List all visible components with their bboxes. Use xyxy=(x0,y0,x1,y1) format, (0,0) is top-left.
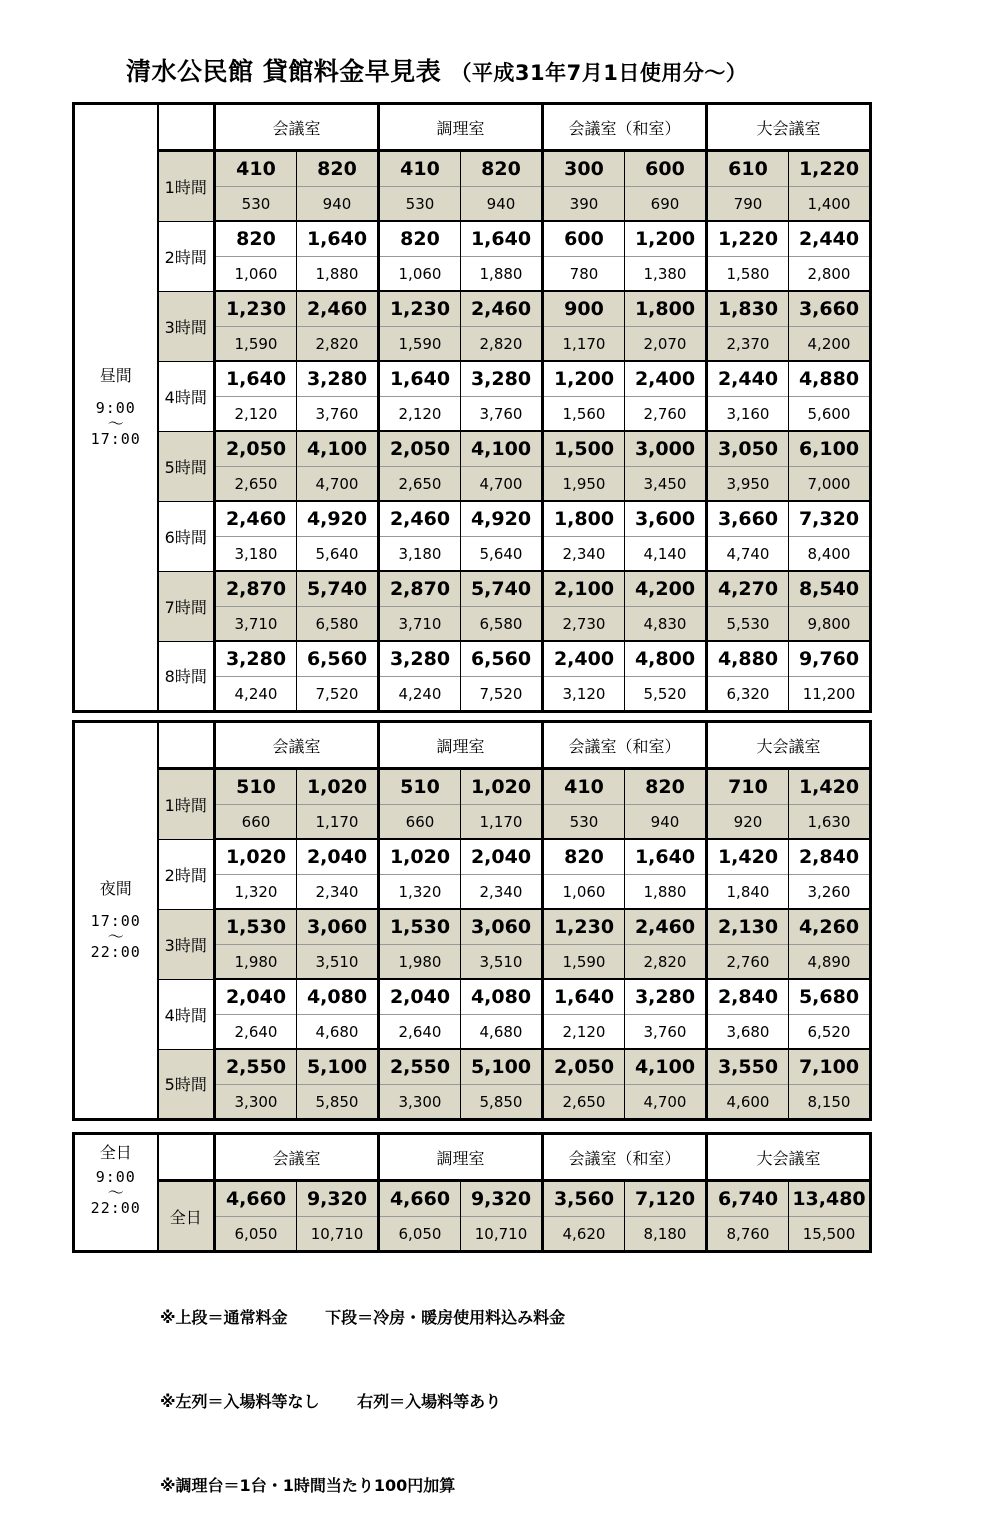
fee-normal: 3,060 xyxy=(461,909,543,945)
period-end: 17:00 xyxy=(90,430,141,448)
fee-aircon: 2,120 xyxy=(543,1015,625,1050)
header-blank xyxy=(158,104,215,151)
fee-normal: 2,460 xyxy=(625,909,707,945)
fee-aircon: 2,370 xyxy=(707,327,789,362)
fee-aircon: 2,820 xyxy=(297,327,379,362)
fee-normal: 710 xyxy=(707,769,789,805)
fee-normal: 510 xyxy=(215,769,297,805)
fee-normal: 1,420 xyxy=(707,839,789,875)
hour-label: 3時間 xyxy=(158,909,215,979)
fee-normal: 1,640 xyxy=(461,221,543,257)
fee-normal: 1,800 xyxy=(543,501,625,537)
fee-normal: 3,660 xyxy=(707,501,789,537)
hour-label: 3時間 xyxy=(158,291,215,361)
fee-table-2 xyxy=(72,1132,872,1253)
fee-aircon: 2,760 xyxy=(707,945,789,980)
fee-aircon: 1,630 xyxy=(789,805,871,840)
room-header: 会議室 xyxy=(215,1134,379,1181)
fee-aircon: 4,680 xyxy=(461,1015,543,1050)
note-line: ※上段＝通常料金 下段＝冷房・暖房使用料込み料金 xyxy=(160,1308,566,1327)
fee-normal: 2,460 xyxy=(379,501,461,537)
fee-aircon: 1,880 xyxy=(625,875,707,910)
fee-aircon: 4,890 xyxy=(789,945,871,980)
fee-aircon: 530 xyxy=(379,187,461,222)
fee-aircon: 1,320 xyxy=(379,875,461,910)
fee-normal: 2,040 xyxy=(379,979,461,1015)
fee-aircon: 1,590 xyxy=(379,327,461,362)
fee-row-upper xyxy=(74,1181,871,1217)
room-header: 調理室 xyxy=(379,722,543,769)
fee-normal: 2,040 xyxy=(461,839,543,875)
fee-aircon: 2,340 xyxy=(297,875,379,910)
fee-normal: 3,280 xyxy=(379,641,461,677)
room-header: 会議室 xyxy=(215,104,379,151)
fee-normal: 2,460 xyxy=(297,291,379,327)
header-blank xyxy=(158,1134,215,1181)
fee-aircon: 4,200 xyxy=(789,327,871,362)
fee-aircon: 1,840 xyxy=(707,875,789,910)
fee-normal: 820 xyxy=(297,151,379,187)
fee-aircon: 1,380 xyxy=(625,257,707,292)
fee-normal: 4,100 xyxy=(297,431,379,467)
note-line: ※調理台＝1台・1時間当たり100円加算 xyxy=(160,1476,456,1495)
title-sub: （平成31年7月1日使用分～） xyxy=(450,61,748,85)
fee-aircon: 4,680 xyxy=(297,1015,379,1050)
fee-normal: 300 xyxy=(543,151,625,187)
fee-normal: 8,540 xyxy=(789,571,871,607)
fee-aircon: 3,680 xyxy=(707,1015,789,1050)
fee-aircon: 4,620 xyxy=(543,1217,625,1252)
fee-aircon: 15,500 xyxy=(789,1217,871,1252)
fee-aircon: 2,340 xyxy=(543,537,625,572)
room-header: 大会議室 xyxy=(707,104,871,151)
hour-label: 2時間 xyxy=(158,221,215,291)
fee-aircon: 4,740 xyxy=(707,537,789,572)
fee-aircon: 1,060 xyxy=(543,875,625,910)
fee-aircon: 2,760 xyxy=(625,397,707,432)
fee-normal: 1,420 xyxy=(789,769,871,805)
room-header: 会議室（和室） xyxy=(543,104,707,151)
fee-normal: 4,920 xyxy=(461,501,543,537)
fee-aircon: 3,760 xyxy=(461,397,543,432)
hour-label: 6時間 xyxy=(158,501,215,571)
page-title xyxy=(126,52,886,88)
room-header: 会議室（和室） xyxy=(543,722,707,769)
fee-aircon: 3,510 xyxy=(297,945,379,980)
fee-normal: 2,870 xyxy=(215,571,297,607)
fee-normal: 1,220 xyxy=(707,221,789,257)
fee-row-upper xyxy=(74,769,871,805)
fee-normal: 2,400 xyxy=(543,641,625,677)
fee-aircon: 6,320 xyxy=(707,677,789,712)
fee-normal: 4,880 xyxy=(789,361,871,397)
title-main: 清水公民館 貸館料金早見表 xyxy=(126,57,442,86)
fee-normal: 5,740 xyxy=(297,571,379,607)
fee-aircon: 1,060 xyxy=(215,257,297,292)
fee-normal: 4,200 xyxy=(625,571,707,607)
fee-aircon: 10,710 xyxy=(297,1217,379,1252)
fee-aircon: 1,590 xyxy=(543,945,625,980)
fee-aircon: 2,650 xyxy=(543,1085,625,1120)
fee-aircon: 8,180 xyxy=(625,1217,707,1252)
fee-normal: 4,100 xyxy=(461,431,543,467)
fee-normal: 6,100 xyxy=(789,431,871,467)
fee-normal: 820 xyxy=(215,221,297,257)
fee-aircon: 8,400 xyxy=(789,537,871,572)
fee-aircon: 7,000 xyxy=(789,467,871,502)
fee-aircon: 5,640 xyxy=(461,537,543,572)
fee-normal: 6,560 xyxy=(297,641,379,677)
fee-row-upper xyxy=(74,839,871,875)
fee-normal: 2,840 xyxy=(789,839,871,875)
fee-aircon: 2,650 xyxy=(215,467,297,502)
fee-aircon: 530 xyxy=(215,187,297,222)
fee-normal: 2,550 xyxy=(215,1049,297,1085)
fee-normal: 5,100 xyxy=(297,1049,379,1085)
header-blank xyxy=(158,722,215,769)
room-header: 調理室 xyxy=(379,1134,543,1181)
hour-label: 1時間 xyxy=(158,151,215,222)
fee-normal: 7,320 xyxy=(789,501,871,537)
period-cell xyxy=(74,1134,158,1252)
period-start: 9:00 xyxy=(95,1168,136,1186)
fee-normal: 600 xyxy=(543,221,625,257)
fee-normal: 5,740 xyxy=(461,571,543,607)
fee-normal: 820 xyxy=(461,151,543,187)
hour-label: 5時間 xyxy=(158,431,215,501)
fee-normal: 1,800 xyxy=(625,291,707,327)
fee-aircon: 940 xyxy=(625,805,707,840)
fee-aircon: 11,200 xyxy=(789,677,871,712)
fee-aircon: 10,710 xyxy=(461,1217,543,1252)
fee-normal: 2,550 xyxy=(379,1049,461,1085)
fee-aircon: 3,180 xyxy=(379,537,461,572)
fee-aircon: 3,510 xyxy=(461,945,543,980)
fee-normal: 3,060 xyxy=(297,909,379,945)
fee-aircon: 3,300 xyxy=(215,1085,297,1120)
fee-aircon: 390 xyxy=(543,187,625,222)
notes xyxy=(160,1248,565,1528)
period-start: 17:00 xyxy=(90,912,141,930)
fee-aircon: 2,340 xyxy=(461,875,543,910)
period-label: 夜間 xyxy=(99,879,132,898)
fee-aircon: 3,300 xyxy=(379,1085,461,1120)
fee-aircon: 3,760 xyxy=(297,397,379,432)
fee-normal: 1,220 xyxy=(789,151,871,187)
fee-aircon: 2,800 xyxy=(789,257,871,292)
fee-table-1 xyxy=(72,720,872,1121)
hour-label: 7時間 xyxy=(158,571,215,641)
fee-normal: 9,320 xyxy=(297,1181,379,1217)
fee-normal: 7,120 xyxy=(625,1181,707,1217)
fee-row-upper xyxy=(74,979,871,1015)
fee-aircon: 4,140 xyxy=(625,537,707,572)
fee-row-upper xyxy=(74,221,871,257)
fee-aircon: 690 xyxy=(625,187,707,222)
fee-normal: 4,660 xyxy=(379,1181,461,1217)
fee-aircon: 4,240 xyxy=(379,677,461,712)
fee-row-upper xyxy=(74,909,871,945)
fee-aircon: 9,800 xyxy=(789,607,871,642)
fee-normal: 2,440 xyxy=(707,361,789,397)
fee-normal: 3,280 xyxy=(215,641,297,677)
fee-normal: 510 xyxy=(379,769,461,805)
fee-aircon: 1,950 xyxy=(543,467,625,502)
fee-normal: 1,640 xyxy=(543,979,625,1015)
fee-normal: 1,640 xyxy=(625,839,707,875)
fee-normal: 2,870 xyxy=(379,571,461,607)
fee-aircon: 1,980 xyxy=(215,945,297,980)
fee-normal: 1,020 xyxy=(461,769,543,805)
fee-normal: 6,560 xyxy=(461,641,543,677)
fee-aircon: 3,450 xyxy=(625,467,707,502)
fee-normal: 4,920 xyxy=(297,501,379,537)
fee-normal: 1,230 xyxy=(543,909,625,945)
fee-row-upper xyxy=(74,1049,871,1085)
fee-aircon: 5,640 xyxy=(297,537,379,572)
fee-aircon: 5,520 xyxy=(625,677,707,712)
fee-normal: 9,760 xyxy=(789,641,871,677)
fee-normal: 13,480 xyxy=(789,1181,871,1217)
fee-aircon: 1,320 xyxy=(215,875,297,910)
period-tilde: ～ xyxy=(107,1183,124,1202)
fee-aircon: 920 xyxy=(707,805,789,840)
fee-normal: 3,560 xyxy=(543,1181,625,1217)
fee-normal: 2,100 xyxy=(543,571,625,607)
fee-normal: 2,040 xyxy=(215,979,297,1015)
fee-normal: 7,100 xyxy=(789,1049,871,1085)
fee-aircon: 3,120 xyxy=(543,677,625,712)
fee-normal: 1,230 xyxy=(215,291,297,327)
fee-aircon: 4,830 xyxy=(625,607,707,642)
fee-normal: 1,020 xyxy=(215,839,297,875)
room-header: 会議室 xyxy=(215,722,379,769)
fee-normal: 2,050 xyxy=(215,431,297,467)
fee-normal: 3,550 xyxy=(707,1049,789,1085)
fee-normal: 2,050 xyxy=(543,1049,625,1085)
period-start: 9:00 xyxy=(95,399,136,417)
fee-normal: 2,460 xyxy=(215,501,297,537)
fee-aircon: 4,600 xyxy=(707,1085,789,1120)
fee-normal: 1,020 xyxy=(297,769,379,805)
fee-aircon: 1,400 xyxy=(789,187,871,222)
fee-row-upper xyxy=(74,291,871,327)
fee-aircon: 2,070 xyxy=(625,327,707,362)
fee-row-upper xyxy=(74,151,871,187)
fee-normal: 820 xyxy=(379,221,461,257)
fee-normal: 4,660 xyxy=(215,1181,297,1217)
room-header: 調理室 xyxy=(379,104,543,151)
room-header: 大会議室 xyxy=(707,722,871,769)
fee-aircon: 2,120 xyxy=(215,397,297,432)
fee-normal: 3,280 xyxy=(461,361,543,397)
fee-aircon: 940 xyxy=(461,187,543,222)
period-cell xyxy=(74,722,158,1120)
fee-aircon: 1,880 xyxy=(297,257,379,292)
fee-aircon: 2,120 xyxy=(379,397,461,432)
fee-aircon: 1,580 xyxy=(707,257,789,292)
fee-normal: 600 xyxy=(625,151,707,187)
fee-normal: 3,280 xyxy=(625,979,707,1015)
fee-normal: 900 xyxy=(543,291,625,327)
fee-aircon: 7,520 xyxy=(297,677,379,712)
fee-aircon: 1,980 xyxy=(379,945,461,980)
fee-normal: 3,600 xyxy=(625,501,707,537)
fee-aircon: 1,060 xyxy=(379,257,461,292)
fee-aircon: 1,880 xyxy=(461,257,543,292)
fee-row-upper xyxy=(74,431,871,467)
fee-normal: 4,080 xyxy=(461,979,543,1015)
fee-aircon: 1,590 xyxy=(215,327,297,362)
fee-normal: 1,530 xyxy=(379,909,461,945)
period-label: 全日 xyxy=(99,1143,132,1162)
fee-aircon: 5,850 xyxy=(461,1085,543,1120)
fee-normal: 1,640 xyxy=(215,361,297,397)
hour-label: 1時間 xyxy=(158,769,215,840)
fee-aircon: 3,160 xyxy=(707,397,789,432)
fee-aircon: 2,820 xyxy=(625,945,707,980)
fee-aircon: 6,520 xyxy=(789,1015,871,1050)
period-cell xyxy=(74,104,158,712)
fee-aircon: 2,730 xyxy=(543,607,625,642)
fee-normal: 610 xyxy=(707,151,789,187)
fee-aircon: 6,580 xyxy=(461,607,543,642)
fee-aircon: 8,150 xyxy=(789,1085,871,1120)
fee-normal: 4,080 xyxy=(297,979,379,1015)
fee-normal: 820 xyxy=(625,769,707,805)
fee-aircon: 6,050 xyxy=(379,1217,461,1252)
fee-aircon: 3,760 xyxy=(625,1015,707,1050)
period-tilde: ～ xyxy=(107,927,124,946)
fee-aircon: 1,560 xyxy=(543,397,625,432)
period-tilde: ～ xyxy=(107,414,124,433)
fee-aircon: 4,700 xyxy=(461,467,543,502)
fee-aircon: 5,530 xyxy=(707,607,789,642)
fee-normal: 1,200 xyxy=(543,361,625,397)
fee-normal: 1,640 xyxy=(379,361,461,397)
fee-row-upper xyxy=(74,571,871,607)
fee-aircon: 1,170 xyxy=(543,327,625,362)
fee-normal: 4,880 xyxy=(707,641,789,677)
period-label: 昼間 xyxy=(99,366,132,385)
fee-aircon: 530 xyxy=(543,805,625,840)
fee-aircon: 3,260 xyxy=(789,875,871,910)
fee-aircon: 4,240 xyxy=(215,677,297,712)
fee-aircon: 2,650 xyxy=(379,467,461,502)
hour-label: 4時間 xyxy=(158,361,215,431)
fee-normal: 1,640 xyxy=(297,221,379,257)
note-line: ※左列＝入場料等なし 右列＝入場料等あり xyxy=(160,1392,502,1411)
fee-aircon: 780 xyxy=(543,257,625,292)
room-header: 会議室（和室） xyxy=(543,1134,707,1181)
fee-normal: 3,280 xyxy=(297,361,379,397)
fee-normal: 410 xyxy=(215,151,297,187)
fee-aircon: 2,640 xyxy=(215,1015,297,1050)
fee-aircon: 4,700 xyxy=(625,1085,707,1120)
fee-aircon: 8,760 xyxy=(707,1217,789,1252)
fee-normal: 410 xyxy=(379,151,461,187)
fee-aircon: 2,640 xyxy=(379,1015,461,1050)
fee-normal: 2,840 xyxy=(707,979,789,1015)
fee-normal: 2,130 xyxy=(707,909,789,945)
hour-label: 8時間 xyxy=(158,641,215,712)
fee-normal: 1,500 xyxy=(543,431,625,467)
fee-normal: 1,200 xyxy=(625,221,707,257)
hour-label: 全日 xyxy=(158,1181,215,1252)
fee-normal: 820 xyxy=(543,839,625,875)
fee-normal: 1,230 xyxy=(379,291,461,327)
fee-normal: 2,460 xyxy=(461,291,543,327)
fee-row-upper xyxy=(74,361,871,397)
fee-normal: 3,050 xyxy=(707,431,789,467)
fee-normal: 1,530 xyxy=(215,909,297,945)
fee-aircon: 940 xyxy=(297,187,379,222)
fee-normal: 2,400 xyxy=(625,361,707,397)
hour-label: 5時間 xyxy=(158,1049,215,1120)
period-end: 22:00 xyxy=(90,943,141,961)
fee-row-upper xyxy=(74,641,871,677)
fee-normal: 1,830 xyxy=(707,291,789,327)
fee-aircon: 3,710 xyxy=(379,607,461,642)
fee-aircon: 3,710 xyxy=(215,607,297,642)
fee-normal: 6,740 xyxy=(707,1181,789,1217)
fee-normal: 3,660 xyxy=(789,291,871,327)
hour-label: 4時間 xyxy=(158,979,215,1049)
fee-normal: 3,000 xyxy=(625,431,707,467)
fee-aircon: 5,850 xyxy=(297,1085,379,1120)
fee-table-0 xyxy=(72,102,872,713)
fee-row-upper xyxy=(74,501,871,537)
fee-aircon: 1,170 xyxy=(297,805,379,840)
fee-aircon: 5,600 xyxy=(789,397,871,432)
fee-normal: 1,020 xyxy=(379,839,461,875)
room-header: 大会議室 xyxy=(707,1134,871,1181)
hour-label: 2時間 xyxy=(158,839,215,909)
fee-aircon: 790 xyxy=(707,187,789,222)
fee-aircon: 4,700 xyxy=(297,467,379,502)
fee-aircon: 2,820 xyxy=(461,327,543,362)
fee-normal: 4,800 xyxy=(625,641,707,677)
fee-normal: 5,680 xyxy=(789,979,871,1015)
fee-normal: 5,100 xyxy=(461,1049,543,1085)
fee-normal: 9,320 xyxy=(461,1181,543,1217)
fee-normal: 4,260 xyxy=(789,909,871,945)
fee-aircon: 660 xyxy=(215,805,297,840)
fee-aircon: 7,520 xyxy=(461,677,543,712)
period-end: 22:00 xyxy=(90,1199,141,1217)
fee-normal: 4,100 xyxy=(625,1049,707,1085)
fee-aircon: 660 xyxy=(379,805,461,840)
fee-normal: 2,050 xyxy=(379,431,461,467)
fee-normal: 2,440 xyxy=(789,221,871,257)
fee-aircon: 3,950 xyxy=(707,467,789,502)
fee-normal: 410 xyxy=(543,769,625,805)
fee-normal: 4,270 xyxy=(707,571,789,607)
fee-normal: 2,040 xyxy=(297,839,379,875)
fee-aircon: 3,180 xyxy=(215,537,297,572)
fee-aircon: 1,170 xyxy=(461,805,543,840)
fee-aircon: 6,580 xyxy=(297,607,379,642)
fee-aircon: 6,050 xyxy=(215,1217,297,1252)
